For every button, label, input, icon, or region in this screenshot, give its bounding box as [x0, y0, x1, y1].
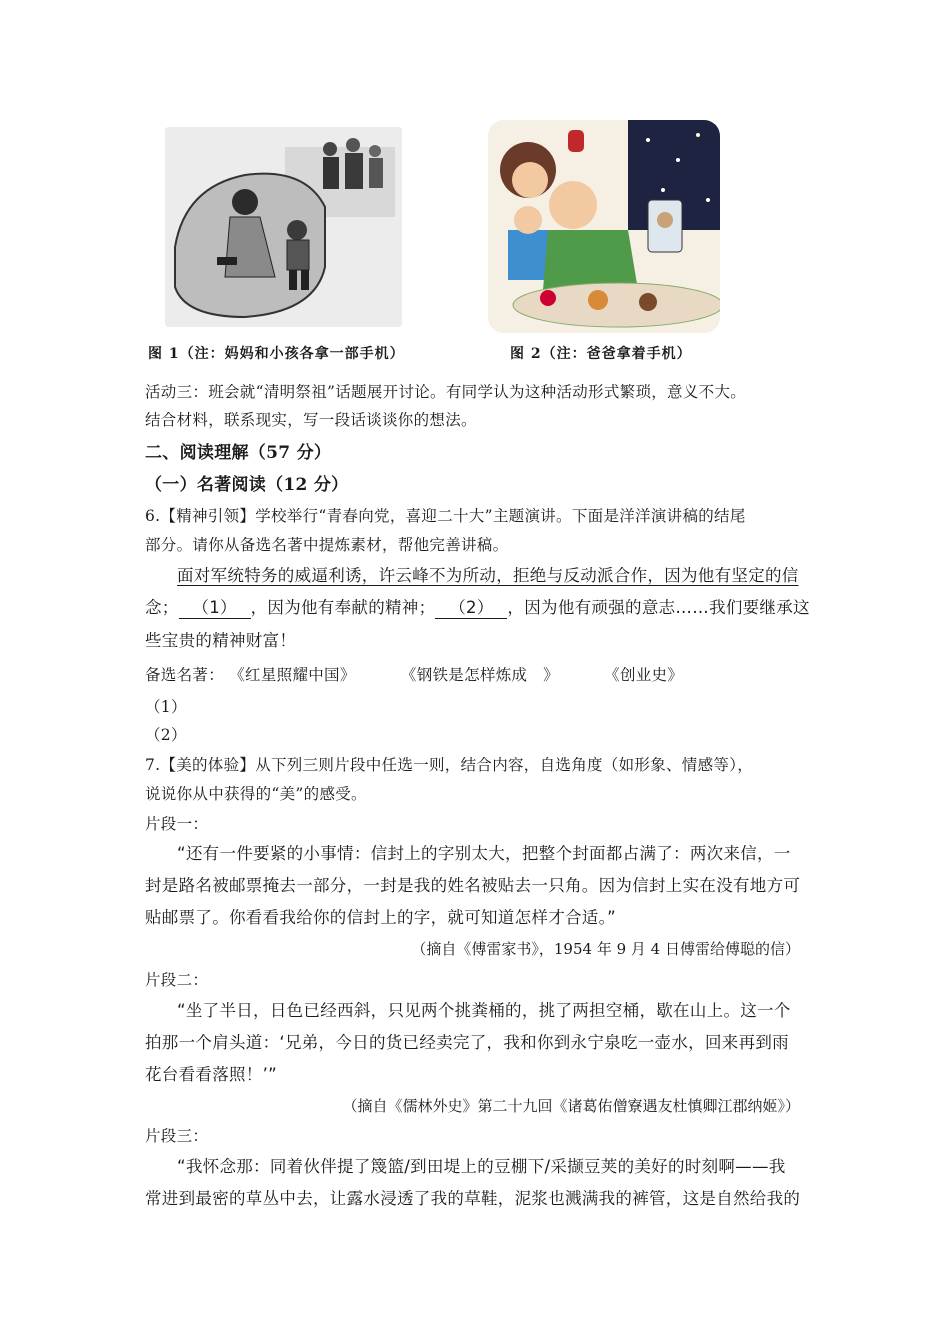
speech-text-a: 念；	[145, 598, 179, 617]
blank-2[interactable]: （2）	[435, 594, 507, 619]
excerpt-1-line1: “还有一件要紧的小事情：信封上的字别太大，把整个封面都占满了：两次来信，一	[177, 844, 791, 863]
books-label: 备选名著：	[145, 666, 225, 684]
book-1: 《红星照耀中国》	[229, 666, 356, 684]
q6-speech-line1	[177, 562, 799, 586]
q6-line1: 6.【精神引领】学校举行“青春向党，喜迎二十大”主题演讲。下面是洋洋演讲稿的结尾	[145, 507, 746, 525]
q7-line1: 7.【美的体验】从下列三则片段中任选一则，结合内容，自选角度（如形象、情感等），	[145, 756, 754, 774]
q6-speech-line3: 些宝贵的精神财富！	[145, 631, 297, 650]
q7-line2: 说说你从中获得的“美”的感受。	[145, 785, 367, 803]
excerpt-1-source: （摘自《傅雷家书》，1954 年 9 月 4 日傅雷给傅聪的信）	[411, 940, 800, 958]
figure-2-drawing	[488, 120, 720, 333]
figure-1-caption: 图 1（注：妈妈和小孩各拿一部手机）	[148, 346, 405, 362]
speech-text-b: ，因为他有奉献的精神；	[250, 598, 436, 617]
excerpt-1-line3: 贴邮票了。你看看我给你的信封上的字，就可知道怎样才合适。”	[145, 908, 616, 927]
q6-speech-line2	[145, 594, 810, 619]
excerpt-2-line2: 拍那一个肩头道：‘兄弟，今日的货已经卖完了，我和你到永宁泉吃一壶水，回来再到雨	[145, 1033, 789, 1052]
figure-1-illustration	[165, 127, 402, 327]
excerpt-2-line1: “坐了半日，日色已经西斜，只见两个挑粪桶的，挑了两担空桶，歇在山上。这一个	[177, 1001, 791, 1020]
q6-books-line	[145, 663, 683, 685]
excerpt-2-line3: 花台看看落照！’”	[145, 1065, 277, 1084]
q6-line2: 部分。请你从备选名著中提炼素材，帮他完善讲稿。	[145, 536, 509, 554]
subsection-heading: （一）名著阅读（12 分）	[145, 475, 349, 495]
excerpt-3-line1: “我怀念那：同着伙伴提了篾篮/到田堤上的豆棚下/采撷豆荚的美好的时刻啊——我	[177, 1157, 786, 1176]
speech-text-c: ，因为他有顽强的意志……我们要继承这	[507, 598, 810, 617]
blank-1[interactable]: （1）	[179, 594, 251, 619]
excerpt-2-source: （摘自《儒林外史》第二十九回《诸葛佑僧寮遇友杜慎卿江郡纳姬》）	[342, 1097, 800, 1115]
excerpt-1-line2: 封是路名被邮票掩去一部分，一封是我的姓名被贴去一只角。因为信封上实在没有地方可	[145, 876, 801, 895]
excerpt-3-line2: 常进到最密的草丛中去，让露水浸透了我的草鞋，泥浆也溅满我的裤管，这是自然给我的	[145, 1189, 801, 1208]
excerpt-2-label: 片段二：	[145, 971, 209, 989]
figure-2-illustration	[488, 120, 720, 333]
q6-answer-2: （2）	[145, 726, 187, 744]
q6-answer-1: （1）	[145, 698, 187, 716]
speech-underlined-text: 面对军统特务的威逼利诱，许云峰不为所动，拒绝与反动派合作，因为他有坚定的信	[177, 566, 799, 585]
section-heading: 二、阅读理解（57 分）	[145, 443, 332, 463]
book-2: 《钢铁是怎样炼成 》	[400, 666, 559, 684]
book-3: 《创业史》	[604, 666, 684, 684]
excerpt-1-label: 片段一：	[145, 815, 209, 833]
figure-2-caption: 图 2（注：爸爸拿着手机）	[510, 346, 692, 362]
figure-1-drawing	[165, 127, 402, 327]
activity3-line2: 结合材料，联系现实，写一段话谈谈你的想法。	[145, 411, 477, 429]
excerpt-3-label: 片段三：	[145, 1127, 209, 1145]
activity3-line1: 活动三：班会就“清明祭祖”话题展开讨论。有同学认为这种活动形式繁琐，意义不大。	[145, 383, 747, 401]
